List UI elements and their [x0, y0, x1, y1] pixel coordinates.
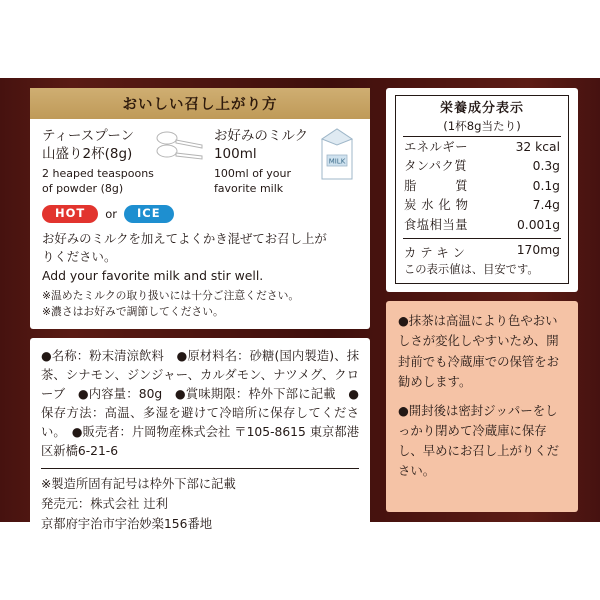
ingredients-divider [41, 468, 359, 469]
spoon-jp-line2: 山盛り2杯(8g) [42, 146, 133, 163]
nutrition-row [403, 157, 561, 177]
spoon-en-line2: of powder (8g) [42, 181, 124, 195]
milk-jp-line2: 100ml [213, 146, 257, 163]
enjoy-note-2: ※濃さはお好みで調節してください。 [42, 304, 224, 318]
enjoy-note-1: ※温めたミルクの取り扱いには十分ご注意ください。 [42, 288, 300, 302]
spoon-instruction [42, 127, 208, 196]
nutrition-label: 食塩相当量 [404, 217, 468, 232]
nutrition-value: 0.1g [532, 178, 560, 193]
teaspoon-icon [154, 129, 206, 163]
right-column [378, 78, 600, 522]
nutrition-value: 0.001g [516, 217, 560, 232]
storage-panel [386, 301, 578, 512]
serving-illustrations [42, 127, 358, 196]
ingredients-footer-line1: ※製造所固有記号は枠外下部に記載 [41, 477, 236, 492]
ingredients-footer-line3: 京都府宇治市宇治妙楽156番地 [41, 516, 213, 531]
catechin-label: カ テ キ ン [404, 246, 465, 261]
ingredients-body: ●名称：粉末清涼飲料 ●原材料名：砂糖(国内製造)、抹茶、シナモン、ジンジャー、カルダモン、ナツメグ、クローブ ●内容量：80g ●賞味期限：枠外下部に記載 ●保存方法：高温、多湿を避けて冷暗所に保存してください。 ●販売者：片岡物産株式会社 〒105-8615 東京都港区新橋6-21-6 [41, 349, 359, 459]
instruction-jp-line1: お好みのミルクを加えてよくかき混ぜてお召し上が [42, 230, 327, 246]
milk-jp-line1: お好みのミルク [213, 128, 309, 144]
storage-paragraph-2: ●開封後は密封ジッパーをしっかり閉めて冷蔵庫に保存し、早めにお召し上がりください。 [398, 402, 560, 478]
nutrition-rows [403, 136, 561, 235]
instruction-en: Add your favorite milk and stir well. [42, 267, 264, 283]
nutrition-row [403, 176, 561, 196]
label-layout [0, 78, 600, 531]
spoon-en-line1: 2 heaped teaspoons [42, 167, 154, 181]
milk-en-line2: favorite milk [213, 181, 284, 195]
catechin-value: 170mg [516, 243, 560, 258]
temperature-badges [42, 205, 358, 223]
ingredients-footer-line2: 発売元：株式会社 辻利 [41, 496, 168, 511]
nutrition-panel [386, 88, 578, 292]
spoon-jp-line1: ティースプーン [42, 128, 135, 144]
milk-carton-icon [316, 125, 358, 181]
instruction-jp-line2: りください。 [42, 248, 117, 264]
nutrition-box [395, 95, 569, 284]
how-to-enjoy-panel [30, 88, 370, 329]
how-to-enjoy-header: おいしい召し上がり方 [30, 88, 370, 119]
nutrition-value: 7.4g [532, 198, 560, 213]
nutrition-title: 栄養成分表示 [439, 101, 524, 116]
badge-or-label: or [105, 206, 118, 221]
milk-en-line1: 100ml of your [213, 167, 292, 181]
nutrition-value: 0.3g [532, 159, 560, 174]
nutrition-label: 脂 質 [404, 178, 468, 193]
nutrition-value: 32 kcal [515, 139, 560, 154]
how-to-enjoy-body [30, 119, 370, 329]
nutrition-label: 炭 水 化 物 [404, 198, 469, 213]
hot-badge: HOT [42, 205, 98, 223]
nutrition-label: エネルギー [404, 139, 468, 154]
catechin-row [403, 242, 561, 261]
svg-text:MILK: MILK [328, 157, 346, 166]
nutrition-footer [403, 238, 561, 277]
ingredients-panel [30, 338, 370, 544]
nutrition-row [403, 196, 561, 216]
storage-paragraph-1: ●抹茶は高温により色やおいしさが変化しやすいため、開封前でも冷蔵庫での保管をお勧めします。 [398, 313, 560, 389]
milk-instruction [208, 127, 358, 196]
ice-badge: ICE [124, 205, 174, 223]
nutrition-row [403, 137, 561, 157]
left-column [0, 78, 378, 531]
nutrition-footnote: この表示値は、目安です。 [404, 263, 539, 277]
nutrition-label: タンパク質 [404, 159, 468, 174]
nutrition-subtitle: (1杯8g当たり) [443, 118, 521, 133]
nutrition-row [403, 215, 561, 235]
